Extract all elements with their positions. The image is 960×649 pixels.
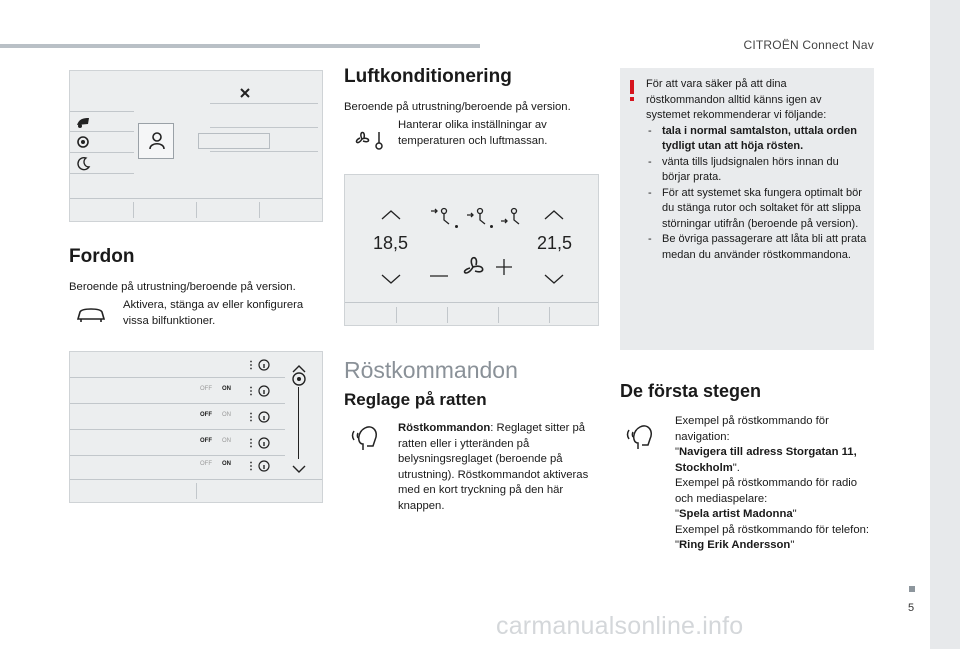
air-distribution-feet-icon[interactable] [499, 207, 521, 230]
toggle-off-label[interactable]: OFF [200, 412, 212, 418]
phone-example-label: Exempel på röstkommando för telefon: [675, 523, 870, 536]
more-icon[interactable]: ⋮ [246, 360, 256, 371]
info-icon[interactable] [258, 436, 270, 454]
dot-separator-icon [490, 215, 493, 233]
warning-item: - tala i normal samtalston, uttala orden tydligt utan att höja rösten. [646, 124, 868, 155]
toggle-on-label[interactable]: ON [222, 438, 231, 444]
gear-person-icon[interactable] [75, 135, 91, 154]
fan-temperature-icon [352, 128, 388, 155]
more-icon[interactable]: ⋮ [246, 412, 256, 423]
toggle-off-label[interactable]: OFF [200, 438, 212, 444]
info-icon[interactable] [258, 410, 270, 428]
luft-desc: Hanterar olika inställningar av temperaturen och luftmassan. [398, 119, 548, 147]
page-side-band [930, 0, 960, 649]
car-icon [76, 305, 106, 328]
rost-title: Röstkommandon [344, 357, 518, 383]
luft-intro: Beroende på utrustning/beroende på version. [344, 101, 571, 113]
climate-screen-illustration [344, 174, 599, 326]
temp-right-down-icon[interactable] [544, 271, 564, 289]
warning-exclamation-dot [630, 97, 634, 101]
air-distribution-face-icon[interactable] [429, 207, 451, 230]
close-icon[interactable] [240, 85, 250, 103]
forsta-title: De första stegen [620, 381, 762, 401]
radio-example-command: "Spela artist Madonna" [675, 508, 797, 520]
scroll-down-icon[interactable] [292, 460, 306, 478]
radio-example-label: Exempel på röstkommando för radio och mediaspelare: [675, 477, 858, 505]
vehicle-screen-illustration [69, 70, 323, 222]
fordon-desc: Aktivera, stänga av eller konfigurera vissa bilfunktioner. [123, 299, 304, 327]
toggle-on-label[interactable]: ON [222, 412, 231, 418]
info-icon[interactable] [258, 384, 270, 402]
toggle-on-label[interactable]: ON [222, 461, 231, 467]
nav-example-command: "Navigera till adress Storgatan 11, Stockholm". [675, 446, 857, 474]
warning-intro: För att vara säker på att dina röstkommandon alltid känns igen av systemet rekommenderar vi följande: [646, 78, 827, 121]
rost-desc [398, 421, 594, 514]
warning-exclamation-icon [630, 80, 634, 94]
warning-item: - vänta tills ljudsignalen hörs innan du börjar prata. [646, 155, 868, 186]
rost-desc-text: : Reglaget sitter på ratten eller i ytteränden på belysningsreglaget (beroende på utrustning). Röstkommandot aktiveras med en kort tryckning på den här knappen. [398, 422, 589, 512]
option-row-3 [200, 410, 290, 424]
more-icon[interactable]: ⋮ [246, 386, 256, 397]
fordon-intro: Beroende på utrustning/beroende på version. [69, 281, 296, 293]
nav-example-label: Exempel på röstkommando för navigation: [675, 415, 829, 443]
voice-command-icon [626, 423, 656, 456]
toggle-off-label[interactable]: OFF [200, 461, 212, 467]
fan-icon [459, 253, 487, 286]
forsta-content [675, 414, 875, 554]
option-row-4 [200, 436, 290, 450]
rost-label: Röstkommandon [398, 422, 491, 434]
temp-left-down-icon[interactable] [381, 271, 401, 289]
header-brand: CITROËN Connect Nav [743, 38, 874, 52]
end-of-section-mark [909, 586, 915, 592]
person-icon [149, 132, 165, 155]
warning-content [646, 77, 868, 263]
air-distribution-body-icon[interactable] [465, 207, 487, 230]
rost-subtitle: Reglage på ratten [344, 390, 487, 409]
more-icon[interactable]: ⋮ [246, 438, 256, 449]
luft-title: Luftkonditionering [344, 66, 512, 87]
vehicle-functions-screen-illustration [69, 351, 323, 503]
option-row-1 [246, 358, 286, 372]
temp-left-up-icon[interactable] [381, 207, 401, 225]
header-rule [0, 44, 480, 48]
info-icon[interactable] [258, 358, 270, 376]
more-icon[interactable]: ⋮ [246, 461, 256, 472]
fordon-title: Fordon [69, 246, 135, 267]
warning-item: - För att systemet ska fungera optimalt bör du stänga rutor och soltaket för att slippa störningar utifrån (beroende på version). [646, 186, 868, 233]
warning-item: - Be övriga passagerare att låta bli att prata medan du använder röstkommandona. [646, 232, 868, 263]
toggle-on-label[interactable]: ON [222, 386, 231, 392]
fan-increase-icon[interactable] [495, 258, 513, 281]
temp-right-up-icon[interactable] [544, 207, 564, 225]
page-number: 5 [908, 602, 915, 614]
profile-button[interactable] [138, 123, 174, 159]
fan-decrease-icon[interactable] [429, 265, 449, 283]
temperature-left: 18,5 [373, 233, 409, 253]
screen-field [198, 133, 270, 149]
watermark: carmanualsonline.info [496, 612, 744, 640]
moon-icon[interactable] [77, 157, 90, 175]
option-row-5 [200, 459, 290, 473]
temperature-right: 21,5 [537, 233, 573, 253]
car-settings-icon[interactable] [76, 115, 90, 133]
voice-command-icon [351, 424, 381, 457]
phone-example-command: "Ring Erik Andersson" [675, 539, 795, 551]
warning-list [646, 124, 868, 264]
option-row-2 [200, 384, 290, 398]
dot-separator-icon [455, 215, 458, 233]
info-icon[interactable] [258, 459, 270, 477]
toggle-off-label[interactable]: OFF [200, 386, 212, 392]
warning-box [620, 68, 874, 350]
scrollbar-handle[interactable] [292, 372, 306, 391]
